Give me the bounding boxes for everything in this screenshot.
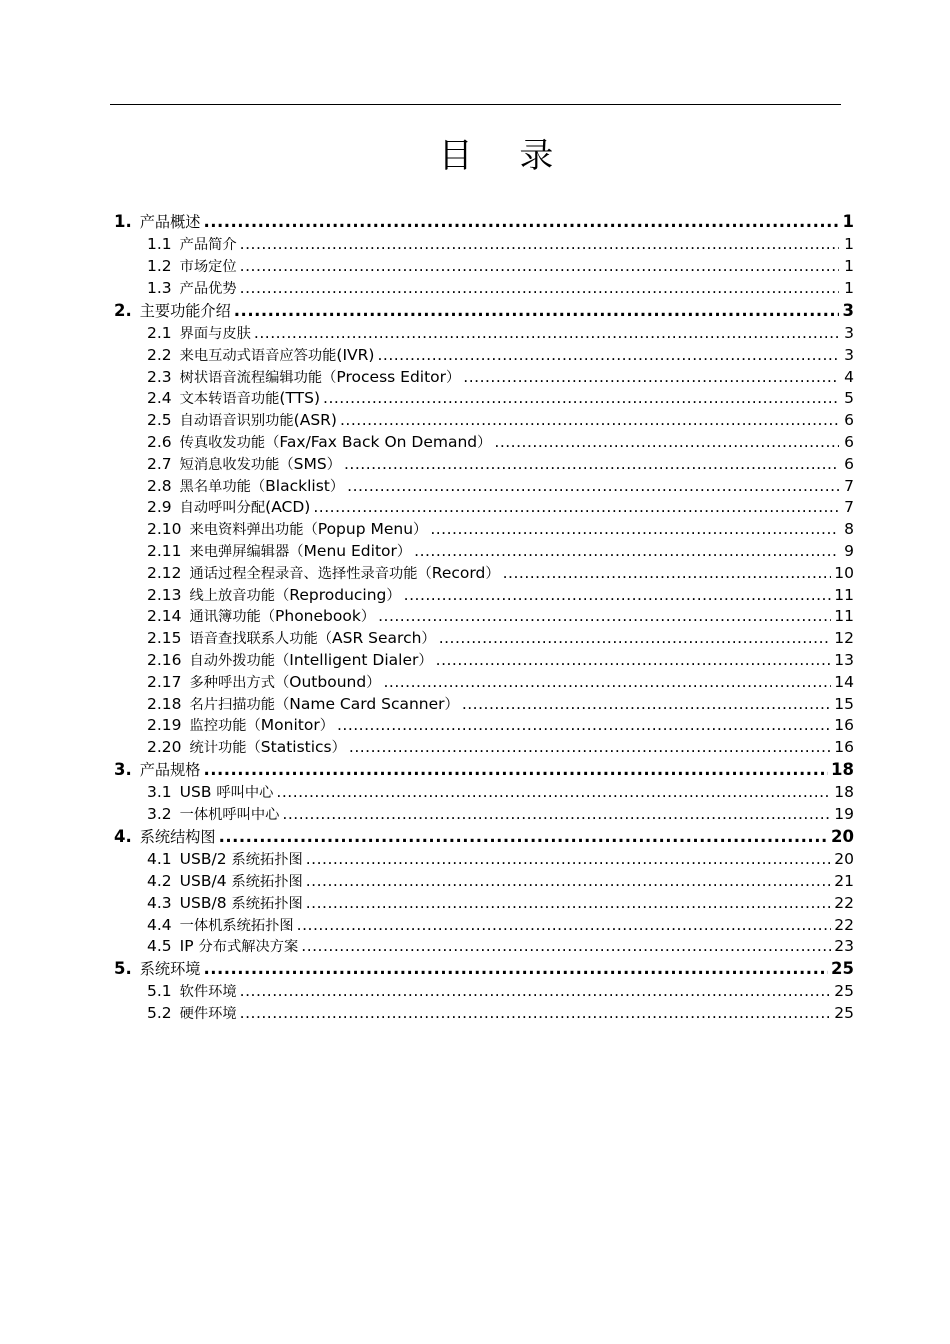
toc-page-number: 16 (834, 716, 854, 735)
toc-section-entry[interactable] (114, 672, 854, 694)
toc-entry-label: 系统结构图 (139, 827, 216, 846)
toc-section-entry[interactable] (114, 782, 854, 804)
toc-dot-leader (203, 212, 839, 231)
toc-dot-leader (240, 1004, 832, 1022)
toc-entry-label: 名片扫描功能（Name Card Scanner） (189, 694, 459, 713)
toc-section-entry[interactable] (114, 694, 854, 716)
toc-dot-leader (503, 564, 832, 582)
toc-section-entry[interactable] (114, 410, 854, 432)
toc-page-number: 18 (834, 783, 854, 802)
toc-entry-number: 4.4 (147, 915, 172, 934)
toc-page-number: 3 (844, 323, 854, 342)
toc-section-entry[interactable] (114, 256, 854, 278)
toc-section-entry[interactable] (114, 628, 854, 650)
toc-entry-number: 2.6 (147, 432, 172, 451)
toc-dot-leader (349, 738, 831, 756)
toc-page-number: 16 (834, 738, 854, 757)
toc-entry-number: 3.1 (147, 783, 172, 802)
toc-page-number: 1 (844, 278, 854, 297)
toc-page-number: 3 (842, 300, 854, 320)
toc-entry-number: 1. (114, 212, 132, 231)
toc-section-entry[interactable] (114, 432, 854, 454)
toc-entry-number: 2.8 (147, 476, 172, 495)
toc-entry-number: 2.17 (147, 672, 182, 691)
toc-page-number: 8 (844, 520, 854, 539)
toc-entry-number: 4.5 (147, 937, 172, 956)
toc-entry-number: 2.19 (147, 716, 182, 735)
toc-page-number: 6 (844, 432, 854, 451)
toc-entry-label: 自动语音识别功能(ASR) (179, 411, 337, 430)
toc-dot-leader (219, 827, 828, 846)
toc-entry-label: 产品简介 (179, 237, 237, 254)
toc-dot-leader (306, 850, 832, 868)
toc-dot-leader (430, 520, 839, 538)
toc-entry-label: 软件环境 (179, 984, 237, 1001)
toc-section-entry[interactable] (114, 234, 854, 256)
toc-chapter-entry[interactable] (114, 759, 854, 782)
toc-dot-leader (240, 982, 832, 1000)
toc-section-entry[interactable] (114, 367, 854, 389)
toc-page-number: 6 (844, 411, 854, 430)
toc-chapter-entry[interactable] (114, 300, 854, 323)
toc-page-number: 6 (844, 454, 854, 473)
toc-page-number: 21 (834, 871, 854, 890)
toc-entry-number: 2.16 (147, 650, 182, 669)
toc-entry-number: 2.7 (147, 454, 172, 473)
toc-page-number: 18 (831, 759, 854, 779)
toc-entry-label: 文本转语音功能(TTS) (179, 389, 321, 408)
toc-chapter-entry[interactable] (114, 826, 854, 849)
toc-section-entry[interactable] (114, 606, 854, 628)
toc-section-entry[interactable] (114, 585, 854, 607)
toc-dot-leader (301, 937, 831, 955)
toc-section-entry[interactable] (114, 541, 854, 563)
toc-section-entry[interactable] (114, 497, 854, 519)
toc-section-entry[interactable] (114, 476, 854, 498)
toc-dot-leader (383, 673, 831, 691)
toc-entry-number: 2.4 (147, 389, 172, 408)
toc-page-number: 1 (842, 212, 854, 231)
toc-entry-label: 语音查找联系人功能（ASR Search） (189, 629, 436, 648)
toc-page-number: 25 (834, 1004, 854, 1023)
toc-dot-leader (297, 916, 832, 934)
toc-dot-leader (347, 477, 839, 495)
toc-entry-number: 2.14 (147, 607, 182, 626)
toc-section-entry[interactable] (114, 454, 854, 476)
toc-dot-leader (462, 695, 831, 713)
toc-dot-leader (234, 301, 839, 320)
toc-page-number: 25 (834, 982, 854, 1001)
toc-entry-label: 产品优势 (179, 280, 237, 297)
toc-page-number: 11 (834, 607, 854, 626)
toc-entry-number: 4. (114, 826, 132, 846)
toc-page-number: 5 (844, 389, 854, 408)
toc-dot-leader (436, 651, 832, 669)
toc-entry-label: USB/2 系统拓扑图 (179, 850, 303, 869)
toc-entry-number: 2.2 (147, 345, 172, 364)
toc-page-number: 20 (834, 850, 854, 869)
toc-dot-leader (337, 716, 831, 734)
toc-entry-number: 2.18 (147, 694, 182, 713)
toc-entry-number: 3.2 (147, 805, 172, 824)
toc-entry-label: 硬件环境 (179, 1006, 237, 1023)
toc-entry-label: 自动外拨功能（Intelligent Dialer） (189, 650, 433, 669)
toc-entry-number: 2.9 (147, 498, 172, 517)
toc-page-number: 7 (844, 476, 854, 495)
toc-dot-leader (323, 389, 839, 407)
toc-page-number: 11 (834, 585, 854, 604)
toc-section-entry[interactable] (114, 278, 854, 300)
toc-entry-number: 2.11 (147, 541, 182, 560)
toc-section-entry[interactable] (114, 715, 854, 737)
toc-dot-leader (276, 783, 831, 801)
toc-dot-leader (404, 586, 832, 604)
toc-entry-label: USB/8 系统拓扑图 (179, 893, 303, 912)
toc-entry-label: 一体机呼叫中心 (179, 807, 280, 824)
toc-entry-number: 5. (114, 959, 132, 979)
toc-dot-leader (377, 346, 839, 364)
toc-page-number: 25 (831, 959, 854, 979)
toc-page-number: 10 (834, 563, 854, 582)
toc-page-number: 20 (831, 826, 854, 846)
toc-entry-number: 2. (114, 300, 132, 320)
toc-entry-label: 市场定位 (179, 259, 237, 276)
toc-entry-label: 多种呼出方式（Outbound） (189, 672, 381, 691)
toc-section-entry[interactable] (114, 849, 854, 871)
toc-chapter-entry[interactable] (114, 211, 854, 234)
toc-page-number: 9 (844, 541, 854, 560)
toc-page-number: 23 (834, 937, 854, 956)
toc-dot-leader (344, 455, 839, 473)
toc-section-entry[interactable] (114, 388, 854, 410)
toc-dot-leader (282, 805, 831, 823)
toc-entry-number: 2.15 (147, 629, 182, 648)
toc-dot-leader (240, 279, 839, 297)
toc-dot-leader (414, 542, 839, 560)
toc-entry-number: 1.2 (147, 257, 172, 276)
toc-entry-label: USB 呼叫中心 (179, 783, 274, 802)
toc-entry-number: 4.2 (147, 871, 172, 890)
toc-entry-number: 1.3 (147, 278, 172, 297)
toc-entry-number: 2.12 (147, 563, 182, 582)
toc-page-number: 22 (834, 915, 854, 934)
toc-entry-number: 4.3 (147, 893, 172, 912)
toc-dot-leader (240, 235, 839, 253)
toc-section-entry[interactable] (114, 915, 854, 937)
toc-dot-leader (203, 760, 828, 779)
toc-section-entry[interactable] (114, 323, 854, 345)
toc-page-number: 14 (834, 672, 854, 691)
toc-dot-leader (494, 433, 839, 451)
toc-entry-label: 自动呼叫分配(ACD) (179, 498, 311, 517)
toc-section-entry[interactable] (114, 1003, 854, 1025)
toc-dot-leader (463, 368, 839, 386)
toc-entry-label: 树状语音流程编辑功能（Process Editor） (179, 367, 461, 386)
toc-entry-label: 系统环境 (139, 960, 201, 979)
toc-entry-number: 2.10 (147, 520, 182, 539)
toc-entry-label: 来电弹屏编辑器（Menu Editor） (189, 541, 412, 560)
toc-entry-label: 统计功能（Statistics） (189, 738, 346, 757)
toc-entry-label: 线上放音功能（Reproducing） (189, 585, 401, 604)
toc-entry-number: 2.3 (147, 367, 172, 386)
toc-entry-number: 2.5 (147, 411, 172, 430)
toc-dot-leader (240, 257, 839, 275)
toc-entry-number: 2.1 (147, 323, 172, 342)
toc-entry-label: 黑名单功能（Blacklist） (179, 476, 345, 495)
toc-entry-label: 通话过程全程录音、选择性录音功能（Record） (189, 563, 500, 582)
toc-entry-number: 2.20 (147, 738, 182, 757)
toc-entry-label: 产品概述 (139, 213, 201, 231)
toc-entry-label: 产品规格 (139, 760, 201, 779)
toc-entry-label: 来电资料弹出功能（Popup Menu） (189, 520, 428, 539)
toc-page-number: 1 (844, 235, 854, 254)
toc-entry-label: 一体机系统拓扑图 (179, 917, 294, 934)
toc-entry-label: 短消息收发功能（SMS） (179, 454, 341, 473)
toc-dot-leader (203, 959, 828, 978)
toc-entry-label: 主要功能介绍 (139, 301, 231, 320)
toc-page-number: 3 (844, 345, 854, 364)
toc-page-number: 13 (834, 650, 854, 669)
toc-dot-leader (254, 324, 839, 342)
table-of-contents (114, 211, 854, 1025)
toc-section-entry[interactable] (114, 804, 854, 826)
toc-dot-leader (313, 498, 839, 516)
toc-entry-label: USB/4 系统拓扑图 (179, 871, 303, 890)
toc-entry-label: 来电互动式语音应答功能(IVR) (179, 345, 375, 364)
toc-entry-number: 5.2 (147, 1004, 172, 1023)
toc-section-entry[interactable] (114, 871, 854, 893)
toc-entry-number: 1.1 (147, 235, 172, 254)
toc-section-entry[interactable] (114, 737, 854, 759)
toc-section-entry[interactable] (114, 893, 854, 915)
toc-section-entry[interactable] (114, 936, 854, 958)
header-rule (110, 104, 841, 105)
toc-title: 目 录 (438, 136, 572, 176)
toc-dot-leader (306, 872, 832, 890)
toc-dot-leader (439, 629, 832, 647)
toc-section-entry[interactable] (114, 650, 854, 672)
toc-entry-label: 传真收发功能（Fax/Fax Back On Demand） (179, 432, 492, 451)
toc-page-number: 4 (844, 367, 854, 386)
toc-dot-leader (378, 607, 831, 625)
toc-section-entry[interactable] (114, 345, 854, 367)
toc-page-number: 1 (844, 257, 854, 276)
toc-chapter-entry[interactable] (114, 958, 854, 981)
toc-entry-number: 3. (114, 759, 132, 779)
toc-page-number: 15 (834, 694, 854, 713)
toc-entry-number: 5.1 (147, 982, 172, 1001)
toc-entry-label: 界面与皮肤 (179, 325, 251, 342)
toc-section-entry[interactable] (114, 981, 854, 1003)
toc-entry-label: 监控功能（Monitor） (189, 716, 334, 735)
toc-entry-number: 2.13 (147, 585, 182, 604)
toc-dot-leader (340, 411, 839, 429)
toc-page-number: 22 (834, 893, 854, 912)
toc-page-number: 7 (844, 498, 854, 517)
toc-page-number: 12 (834, 629, 854, 648)
toc-entry-label: 通讯簿功能（Phonebook） (189, 607, 376, 626)
toc-page-number: 19 (834, 805, 854, 824)
toc-section-entry[interactable] (114, 519, 854, 541)
toc-section-entry[interactable] (114, 563, 854, 585)
toc-entry-number: 4.1 (147, 850, 172, 869)
toc-dot-leader (306, 894, 832, 912)
toc-entry-label: IP 分布式解决方案 (179, 937, 299, 956)
